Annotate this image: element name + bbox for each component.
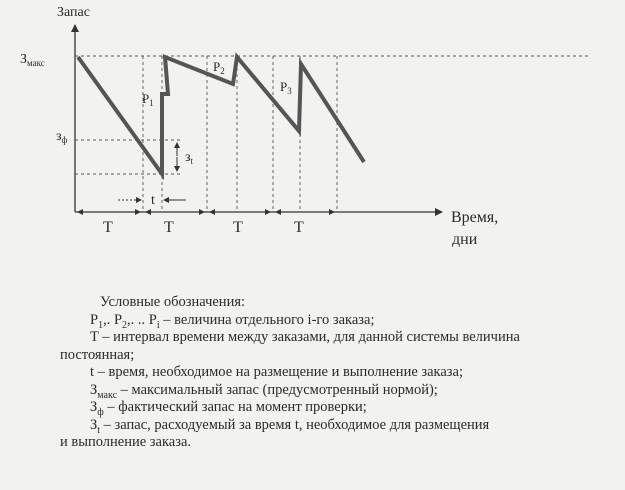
t-label: t: [151, 193, 155, 208]
interval-label-3: T: [233, 219, 243, 236]
legend-time-line: t – время, необходимое на размещение и выполнение заказа;: [90, 364, 463, 380]
order-label-p2: $P_2$: [213, 59, 225, 76]
order-label-p3: $P_3$: [280, 79, 292, 96]
interval-label-4: T: [294, 219, 304, 236]
legend-interval-line: T – интервал времени между заказами, для данной системы величина: [90, 329, 520, 345]
legend-title: Условные обозначения:: [100, 294, 246, 310]
legend-zt-line-cont: и выполнение заказа.: [60, 434, 192, 450]
legend-orders-line: $P_1$,. $P_2$,. .. $P_i$ – величина отдельного i-го заказа;: [90, 311, 375, 331]
legend-zmax-line: $З_{макс}$ – максимальный запас (предусмотренный нормой);: [90, 381, 438, 401]
x-axis-label-line1: Время,: [451, 209, 499, 226]
order-label-p1: $P_1$: [142, 91, 154, 108]
guide-lines: [75, 56, 590, 212]
interval-label-1: T: [103, 219, 113, 236]
z-t-label: $з_t$: [185, 150, 194, 166]
legend-zf-line: $З_ф$ – фактический запас на момент проверки;: [90, 399, 367, 418]
z-max-label: $З_{макс}$: [20, 52, 45, 68]
legend: [60, 294, 620, 452]
legend-zt-line: $З_t$ – запас, расходуемый за время t, необходимое для размещения: [90, 416, 490, 436]
x-axis-label-line2: дни: [452, 231, 478, 248]
legend-interval-line-cont: постоянная;: [60, 346, 135, 363]
y-axis-label: Запас: [57, 5, 90, 20]
z-f-label: $з_ф$: [56, 129, 68, 145]
interval-label-2: T: [164, 219, 174, 236]
